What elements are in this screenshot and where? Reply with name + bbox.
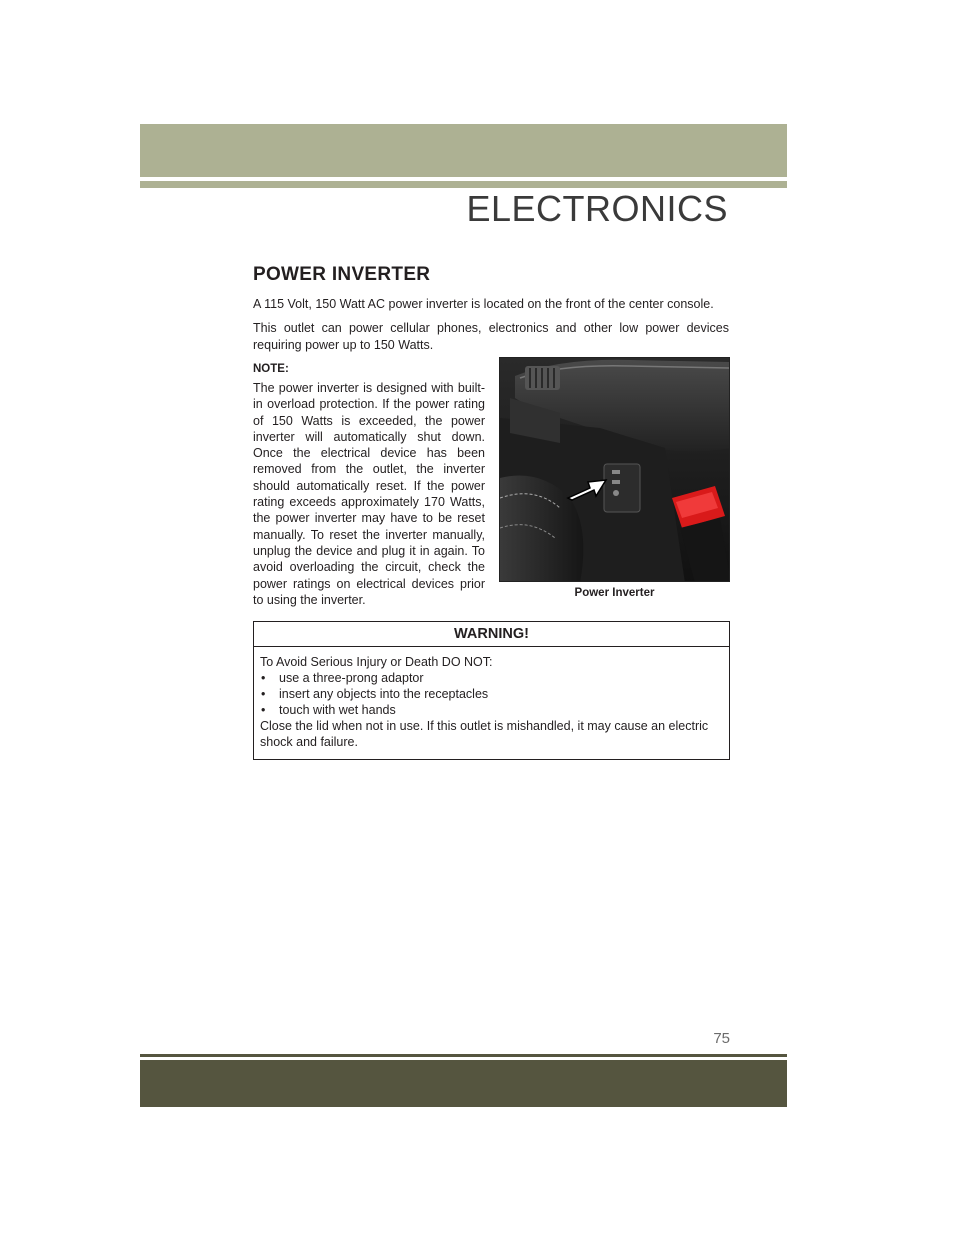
header-divider (140, 181, 787, 188)
section-title: ELECTRONICS (466, 188, 728, 229)
note-label: NOTE: (253, 363, 289, 375)
power-inverter-photo (499, 357, 730, 582)
intro-paragraph: A 115 Volt, 150 Watt AC power inverter is located on the front of the center console. (253, 297, 714, 311)
warning-title: WARNING! (254, 622, 729, 647)
warning-item: • use a three-prong adaptor (261, 671, 424, 685)
warning-item: • touch with wet hands (261, 703, 396, 717)
warning-box (253, 621, 730, 760)
warning-list (260, 670, 723, 718)
page-heading: POWER INVERTER (253, 264, 431, 285)
footer-divider (140, 1054, 787, 1057)
warning-outro: Close the lid when not in use. If this outlet is mishandled, it may cause an electric shock and failure. (260, 719, 709, 749)
warning-intro: To Avoid Serious Injury or Death DO NOT: (260, 655, 493, 669)
page-number: 75 (713, 1030, 730, 1047)
warning-item: • insert any objects into the receptacles (261, 687, 489, 701)
usage-paragraph: This outlet can power cellular phones, electronics and other low power devices requiring power up to 150 Watts. (253, 321, 729, 352)
header-band (140, 124, 787, 177)
note-text: The power inverter is designed with built-in overload protection. If the power rating of 150 Watts is exceeded, the power inverter will automatically shut down. Once the electrical device has been removed from the outlet, the inverter should automatically reset. If the power rating exceeds approximately 170 Watts, the power inverter may have to be reset manually. To reset the inverter manually, unplug the device and plug it in again. To avoid overloading the circuit, check the power ratings on electrical devices prior to using the inverter. (253, 381, 485, 607)
footer-band (140, 1060, 787, 1107)
warning-body (254, 647, 729, 750)
figure-caption: Power Inverter (574, 587, 655, 599)
